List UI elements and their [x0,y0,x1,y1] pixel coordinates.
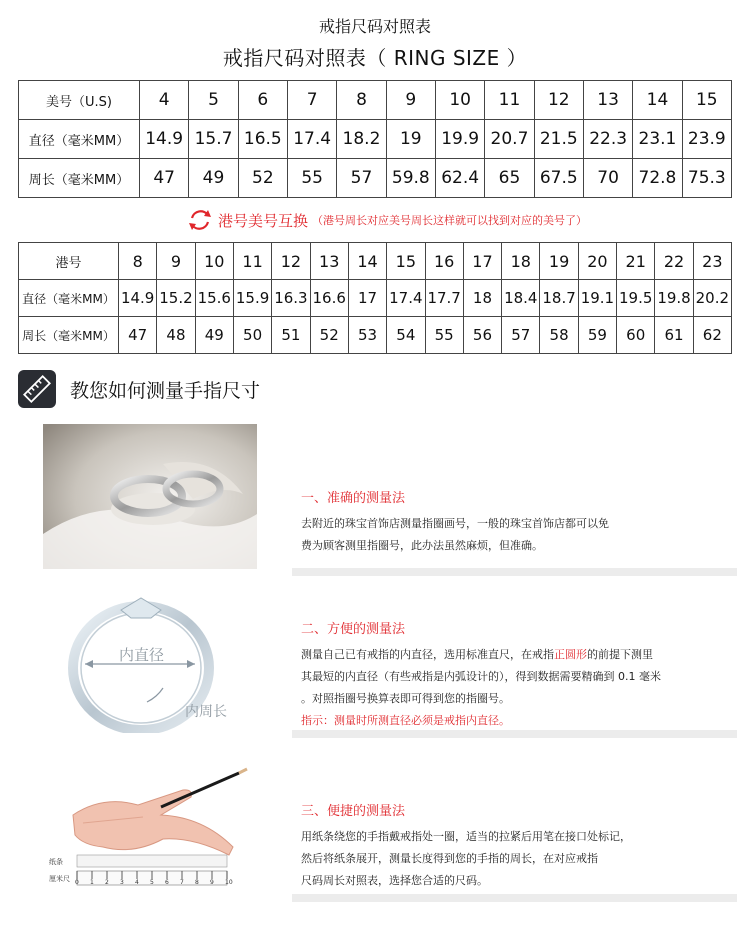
size-swap-note [186,205,587,235]
table-cell: 22 [655,243,693,280]
table-cell: 5 [189,81,238,120]
table-cell: 49 [189,159,238,198]
table-cell: 54 [387,317,425,354]
method-line: 然后将纸条展开，测量长度得到您的手指的周长，在对应戒指 [301,852,598,865]
table-cell: 52 [310,317,348,354]
table-cell: 57 [502,317,540,354]
table-cell: 18.2 [337,120,386,159]
table-cell: 19 [386,120,435,159]
table-cell: 57 [337,159,386,198]
method-line: 用纸条绕您的手指戴戒指处一圈，适当的拉紧后用笔在接口处标记， [301,830,631,843]
table-cell: 17.4 [287,120,336,159]
ruler-tick-label: 3 [120,879,124,886]
table-cell: 49 [195,317,233,354]
table-cell: 23.1 [633,120,682,159]
table-cell: 21 [617,243,655,280]
table-cell: 16.5 [238,120,287,159]
divider-band [292,894,737,902]
table-cell: 20.7 [485,120,534,159]
table-cell: 10 [435,81,484,120]
table-cell: 19.1 [578,280,616,317]
table-cell: 50 [233,317,271,354]
title-ring-size: 戒指尺码对照表（ RING SIZE ） [222,46,528,70]
table-cell: 48 [157,317,195,354]
row-label: 港号 [19,243,119,280]
table-cell: 62 [693,317,731,354]
table-cell: 19 [540,243,578,280]
ruler-tick-label: 6 [165,879,169,886]
method-line: 尺码周长对照表，选择您合适的尺码。 [301,874,488,887]
ruler-tick-label: 5 [150,879,154,886]
table-cell: 15 [387,243,425,280]
method-text: 测量自己已有戒指的内直径，选用标准直尺，在戒指 [301,648,554,661]
title-top: 戒指尺码对照表 [318,17,431,36]
table-cell: 15.7 [189,120,238,159]
table-cell: 14 [633,81,682,120]
method-convenient [301,618,661,732]
method-line: 费为顾客测里指圈号，此办法虽然麻烦，但准确。 [301,539,543,552]
table-cell: 55 [425,317,463,354]
ring-diagram [43,588,257,733]
method-line: 去附近的珠宝首饰店测量指圈画号，一般的珠宝首饰店都可以免 [301,517,609,530]
ruler-tick-label: 10 [225,879,233,886]
table-cell: 47 [140,159,189,198]
table-cell: 53 [348,317,386,354]
table-cell: 14.9 [140,120,189,159]
table-cell: 58 [540,317,578,354]
table-cell: 7 [287,81,336,120]
table-cell: 47 [119,317,157,354]
ruler-label: 厘米尺 [49,875,70,883]
table-row [19,243,732,280]
table-row [19,120,732,159]
ruler-tick-label: 2 [105,879,109,886]
table-cell: 19.5 [617,280,655,317]
table-cell: 11 [233,243,271,280]
table-row [19,81,732,120]
method-line [301,644,661,666]
table-cell: 22.3 [583,120,632,159]
table-cell: 70 [583,159,632,198]
method-line: 其最短的内直径（有些戒指是内弧设计的），得到数据需要精确到 0.1 毫米 [301,670,661,683]
table-cell: 52 [238,159,287,198]
table-row [19,317,732,354]
ruler-icon [18,370,56,408]
table-cell: 4 [140,81,189,120]
table-cell: 17 [348,280,386,317]
method-note: 指示：测量时所测直径必须是戒指内直径。 [301,714,510,727]
hand-measuring-photo [43,755,257,903]
table-cell: 9 [386,81,435,120]
table-cell: 59.8 [386,159,435,198]
ruler-tick-label: 1 [90,879,94,886]
table-cell: 8 [119,243,157,280]
table-cell: 19.8 [655,280,693,317]
table-cell: 13 [310,243,348,280]
method-accurate [301,487,609,557]
table-cell: 14 [348,243,386,280]
measure-section-header [18,370,260,408]
table-cell: 20.2 [693,280,731,317]
table-cell: 65 [485,159,534,198]
table-cell: 16 [425,243,463,280]
table-cell: 72.8 [633,159,682,198]
table-cell: 21.5 [534,120,583,159]
table-cell: 10 [195,243,233,280]
table-row [19,280,732,317]
table-cell: 67.5 [534,159,583,198]
table-cell: 23.9 [682,120,731,159]
table-cell: 18 [502,243,540,280]
table-cell: 17 [463,243,501,280]
table-cell: 14.9 [119,280,157,317]
method-title: 三、便捷的测量法 [301,804,406,819]
table-cell: 16.6 [310,280,348,317]
table-cell: 18 [463,280,501,317]
table-cell: 62.4 [435,159,484,198]
divider-band [292,568,737,576]
table-cell: 13 [583,81,632,120]
inner-diameter-label: 内直径 [119,646,165,664]
method-line: 。对照指圈号换算表即可得到您的指圈号。 [301,692,510,705]
method-quick [301,800,631,892]
ruler-tick-label: 0 [75,879,79,886]
paper-strip-label: 纸条 [49,858,63,866]
table-cell: 15 [682,81,731,120]
row-label: 直径（毫米MM） [19,280,119,317]
table-cell: 12 [534,81,583,120]
ruler-tick-label: 7 [180,879,184,886]
table-cell: 18.7 [540,280,578,317]
table-cell: 19.9 [435,120,484,159]
table-cell: 16.3 [272,280,310,317]
table-cell: 59 [578,317,616,354]
row-label: 周长（毫米MM） [19,317,119,354]
table-cell: 17.4 [387,280,425,317]
refresh-arrows-icon [186,206,214,234]
table-cell: 15.2 [157,280,195,317]
table-cell: 6 [238,81,287,120]
method-text: 的前提下测里 [587,648,653,661]
swap-note-detail: （港号周长对应美号周长这样就可以找到对应的美号了） [312,214,588,227]
table-cell: 51 [272,317,310,354]
row-label: 直径（毫米MM） [19,120,140,159]
ruler-tick-label: 8 [195,879,199,886]
table-cell: 56 [463,317,501,354]
table-cell: 12 [272,243,310,280]
table-cell: 8 [337,81,386,120]
method-title: 一、准确的测量法 [301,491,406,506]
table-cell: 61 [655,317,693,354]
table-cell: 15.9 [233,280,271,317]
table-cell: 20 [578,243,616,280]
table-row [19,159,732,198]
table-cell: 60 [617,317,655,354]
ruler-tick-label: 9 [210,879,214,886]
table-cell: 11 [485,81,534,120]
swap-note-main: 港号美号互换 [218,211,309,230]
row-label: 周长（毫米MM） [19,159,140,198]
table-cell: 18.4 [502,280,540,317]
table-cell: 9 [157,243,195,280]
method-title: 二、方便的测量法 [301,622,406,637]
ruler-tick-label: 4 [135,879,139,886]
table-cell: 75.3 [682,159,731,198]
table-cell: 23 [693,243,731,280]
hk-size-table [18,242,732,354]
table-cell: 17.7 [425,280,463,317]
table-cell: 55 [287,159,336,198]
measure-heading: 教您如何测量手指尺寸 [70,379,261,402]
inner-circumference-label: 内周长 [185,704,227,720]
table-cell: 15.6 [195,280,233,317]
us-size-table [18,80,732,198]
row-label: 美号（U.S) [19,81,140,120]
highlight-text: 正圆形 [554,648,587,661]
rings-on-rose-photo [43,424,257,569]
